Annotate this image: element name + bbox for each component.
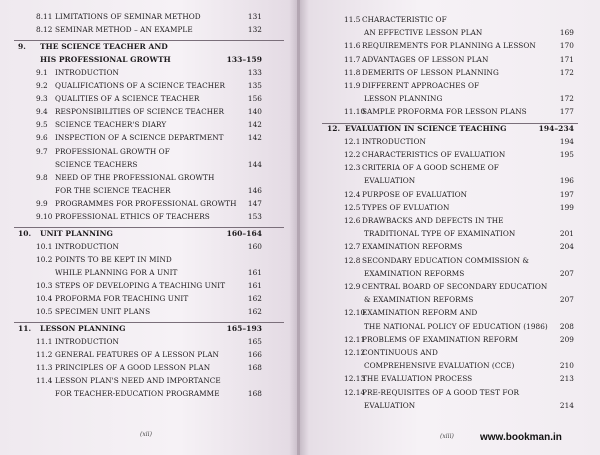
toc-entry-number: 11.5	[344, 15, 361, 24]
toc-entry-title: SCIENCE TEACHERS	[55, 159, 138, 169]
toc-entry-title: INTRODUCTION	[55, 241, 119, 251]
toc-entry-number: 9.1	[36, 68, 48, 78]
toc-entry-title: EVALUATION IN SCIENCE TEACHING	[345, 123, 507, 133]
toc-entry-title: PRE-REQUISITES OF A GOOD TEST FOR	[362, 387, 520, 397]
toc-page-number: 210	[559, 361, 574, 371]
toc-page-number: 156	[247, 94, 262, 104]
toc-entry-title: AN EFFECTIVE LESSON PLAN	[364, 28, 483, 38]
toc-page-number: 170	[559, 41, 574, 51]
toc-page-number: 147	[247, 198, 262, 208]
toc-entry-number: 12.3	[344, 163, 361, 173]
toc-entry-number: 11.4	[36, 376, 53, 386]
toc-page-number: 133	[247, 68, 262, 78]
toc-entry-number: 9.6	[36, 133, 48, 143]
toc-entry-title: PRINCIPLES OF A GOOD LESSON PLAN	[55, 363, 211, 373]
toc-entry-number: 9.5	[36, 120, 48, 130]
toc-entry-title: DEMERITS OF LESSON PLANNING	[362, 67, 499, 77]
toc-entry-title: POINTS TO BE KEPT IN MIND	[55, 254, 172, 264]
toc-entry-number: 11.2	[36, 350, 53, 360]
toc-page-number: 162	[247, 307, 262, 317]
toc-page-number: 194	[559, 136, 574, 146]
toc-page-number: 201	[559, 229, 574, 239]
toc-entry-number: 12.14	[344, 387, 366, 397]
toc-entry-title: REQUIREMENTS FOR PLANNING A LESSON	[362, 41, 536, 51]
toc-entry-number: 9.7	[36, 146, 48, 156]
toc-entry-title: NEED OF THE PROFESSIONAL GROWTH	[55, 172, 215, 182]
toc-page-number: 132	[247, 25, 262, 35]
toc-entry-number: 10.5	[36, 307, 53, 317]
toc-page-number: 165–193	[226, 324, 262, 334]
toc-entry-number: 12.4	[344, 189, 361, 199]
toc-entry-number: 10.	[18, 228, 32, 238]
toc-entry-title: EXAMINATION REFORMS	[364, 268, 465, 278]
toc-entry-title: FOR TEACHER-EDUCATION PROGRAMME	[55, 389, 220, 399]
toc-entry-number: 11.6	[344, 41, 361, 51]
toc-entry-title: INTRODUCTION	[362, 136, 426, 146]
toc-page-number: 168	[247, 363, 262, 373]
toc-entry-number: 11.9	[344, 81, 361, 90]
toc-entry-number: 10.4	[36, 294, 53, 304]
toc-entry-title: COMPREHENSIVE EVALUATION (CCE)	[364, 361, 515, 371]
toc-entry-title: STEPS OF DEVELOPING A TEACHING UNIT	[55, 281, 226, 290]
toc-entry-number: 12.6	[344, 216, 361, 225]
toc-entry-number: 10.3	[36, 281, 53, 290]
toc-page-number: 160	[247, 241, 262, 251]
toc-entry-title: EXAMINATION REFORM AND	[362, 308, 478, 318]
toc-page-number: 172	[559, 67, 574, 77]
toc-entry-number: 12.2	[344, 150, 361, 159]
toc-page-number: 194–234	[538, 123, 574, 133]
toc-page-number: 135	[247, 81, 262, 91]
toc-page-number: 153	[247, 211, 262, 221]
toc-entry-title: SAMPLE PROFORMA FOR LESSON PLANS	[362, 107, 527, 117]
toc-entry-number: 11.	[18, 324, 32, 334]
toc-entry-title: PROBLEMS OF EXAMINATION REFORM	[362, 334, 518, 344]
section-divider	[14, 227, 284, 228]
toc-entry-title: INSPECTION OF A SCIENCE DEPARTMENT	[55, 133, 224, 143]
toc-entry-title: CONTINUOUS AND	[362, 348, 438, 357]
toc-entry-title: LESSON PLAN'S NEED AND IMPORTANCE	[55, 376, 221, 386]
toc-entry-title: SPECIMEN UNIT PLANS	[55, 307, 151, 317]
toc-entry-number: 11.3	[36, 363, 53, 373]
toc-entry-title: EVALUATION	[364, 176, 416, 186]
toc-page-number: 195	[559, 150, 574, 159]
toc-entry-number: 12.	[327, 123, 341, 133]
toc-entry-number: 12.10	[344, 308, 366, 318]
toc-page-number: 213	[559, 374, 574, 384]
right-page	[300, 0, 600, 455]
toc-page-number: 207	[559, 268, 574, 278]
toc-entry-number: 12.12	[344, 348, 366, 357]
section-divider	[14, 322, 284, 323]
watermark-text: www.bookman.in	[480, 432, 562, 443]
toc-entry-number: 10.1	[36, 241, 53, 251]
toc-page-number: 214	[559, 400, 574, 410]
toc-entry-title: CENTRAL BOARD OF SECONDARY EDUCATION	[362, 282, 548, 291]
toc-page-number: 207	[559, 295, 574, 305]
toc-entry-title: UNIT PLANNING	[40, 228, 113, 238]
toc-entry-title: QUALITIES OF A SCIENCE TEACHER	[55, 94, 200, 104]
toc-entry-number: 10.2	[36, 254, 53, 264]
toc-page-number: 146	[247, 185, 262, 195]
toc-entry-title: WHILE PLANNING FOR A UNIT	[55, 267, 178, 277]
toc-entry-title: GENERAL FEATURES OF A LESSON PLAN	[55, 350, 219, 360]
toc-entry-title: LESSON PLANNING	[40, 324, 126, 334]
toc-entry-title: RESPONSIBILITIES OF SCIENCE TEACHER	[55, 107, 225, 117]
toc-page-number: 196	[559, 176, 574, 186]
toc-entry-title: SEMINAR METHOD – AN EXAMPLE	[55, 25, 193, 35]
toc-entry-number: 12.8	[344, 255, 361, 265]
toc-entry-title: INTRODUCTION	[55, 68, 119, 78]
toc-page-number: 171	[559, 54, 574, 64]
toc-page-number: 142	[247, 120, 262, 130]
toc-page-number: 131	[247, 12, 262, 21]
toc-entry-number: 12.1	[344, 136, 361, 146]
toc-entry-title: EXAMINATION REFORMS	[362, 242, 463, 252]
toc-page-number: 166	[247, 350, 262, 360]
toc-page-number: 197	[559, 189, 574, 199]
toc-entry-number: 9.4	[36, 107, 48, 117]
toc-entry-number: 11.1	[36, 337, 53, 347]
toc-entry-number: 8.11	[36, 12, 53, 21]
toc-entry-number: 11.7	[344, 54, 361, 64]
toc-entry-title: CRITERIA OF A GOOD SCHEME OF	[362, 163, 499, 173]
toc-entry-title: & EXAMINATION REFORMS	[364, 295, 474, 305]
toc-entry-number: 9.2	[36, 81, 48, 91]
toc-entry-title: SCIENCE TEACHER'S DIARY	[55, 120, 167, 130]
toc-entry-title: HIS PROFESSIONAL GROWTH	[40, 55, 171, 65]
toc-entry-number: 12.9	[344, 282, 361, 291]
toc-entry-title: PROGRAMMES FOR PROFESSIONAL GROWTH	[55, 198, 237, 208]
toc-entry-title: PROFESSIONAL GROWTH OF	[55, 146, 170, 156]
section-divider	[14, 40, 284, 41]
toc-entry-number: 9.9	[36, 198, 48, 208]
toc-entry-title: CHARACTERISTIC OF	[362, 15, 447, 24]
toc-page-number: 142	[247, 133, 262, 143]
left-page-footer: (xii)	[140, 431, 152, 438]
toc-entry-number: 12.13	[344, 374, 366, 384]
toc-page-number: 199	[559, 202, 574, 212]
toc-entry-title: TYPES OF EVLUATION	[362, 202, 450, 212]
toc-entry-title: SECONDARY EDUCATION COMMISSION &	[362, 255, 529, 265]
toc-entry-number: 9.	[18, 42, 26, 52]
toc-entry-title: DRAWBACKS AND DEFECTS IN THE	[362, 216, 504, 225]
toc-entry-title: ADVANTAGES OF LESSON PLAN	[362, 54, 489, 64]
toc-page-number: 165	[247, 337, 262, 347]
toc-page-number: 161	[247, 267, 262, 277]
toc-entry-title: DIFFERENT APPROACHES OF	[362, 81, 480, 90]
toc-page-number: 133–159	[226, 55, 262, 65]
toc-page-number: 177	[559, 107, 574, 117]
toc-entry-number: 8.12	[36, 25, 53, 35]
toc-entry-title: FOR THE SCIENCE TEACHER	[55, 185, 171, 195]
toc-page-number: 208	[559, 321, 574, 331]
toc-entry-number: 9.8	[36, 172, 48, 182]
toc-entry-title: PURPOSE OF EVALUATION	[362, 189, 468, 199]
right-page-footer: (xiii)	[440, 433, 454, 440]
left-page	[0, 0, 298, 455]
toc-entry-title: THE NATIONAL POLICY OF EDUCATION (1986)	[364, 321, 548, 331]
toc-page-number: 209	[559, 334, 574, 344]
toc-entry-number: 12.7	[344, 242, 361, 252]
toc-page-number: 160–164	[226, 228, 262, 238]
toc-entry-title: PROFORMA FOR TEACHING UNIT	[55, 294, 189, 304]
toc-page-number: 161	[247, 281, 262, 290]
toc-entry-number: 9.10	[36, 211, 53, 221]
toc-entry-title: THE EVALUATION PROCESS	[362, 374, 473, 384]
toc-entry-title: THE SCIENCE TEACHER AND	[40, 42, 168, 52]
toc-entry-title: CHARACTERISTICS OF EVALUATION	[362, 150, 506, 159]
toc-entry-number: 11.8	[344, 67, 361, 77]
toc-entry-title: LESSON PLANNING	[364, 94, 443, 104]
toc-page-number: 169	[559, 28, 574, 38]
toc-page-number: 140	[247, 107, 262, 117]
toc-page-number: 168	[247, 389, 262, 399]
toc-page-number: 172	[559, 94, 574, 104]
toc-entry-number: 12.5	[344, 202, 361, 212]
toc-entry-number: 9.3	[36, 94, 48, 104]
toc-entry-title: TRADITIONAL TYPE OF EXAMINATION	[364, 229, 516, 239]
toc-entry-number: 11.10	[344, 107, 366, 117]
toc-entry-title: LIMITATIONS OF SEMINAR METHOD	[55, 12, 201, 21]
toc-entry-title: INTRODUCTION	[55, 337, 119, 347]
toc-page-number: 204	[559, 242, 574, 252]
toc-page-number: 144	[247, 159, 262, 169]
toc-entry-title: EVALUATION	[364, 400, 416, 410]
toc-entry-title: PROFESSIONAL ETHICS OF TEACHERS	[55, 211, 210, 221]
toc-page-number: 162	[247, 294, 262, 304]
toc-entry-number: 12.11	[344, 334, 366, 344]
toc-entry-title: QUALIFICATIONS OF A SCIENCE TEACHER	[55, 81, 226, 91]
